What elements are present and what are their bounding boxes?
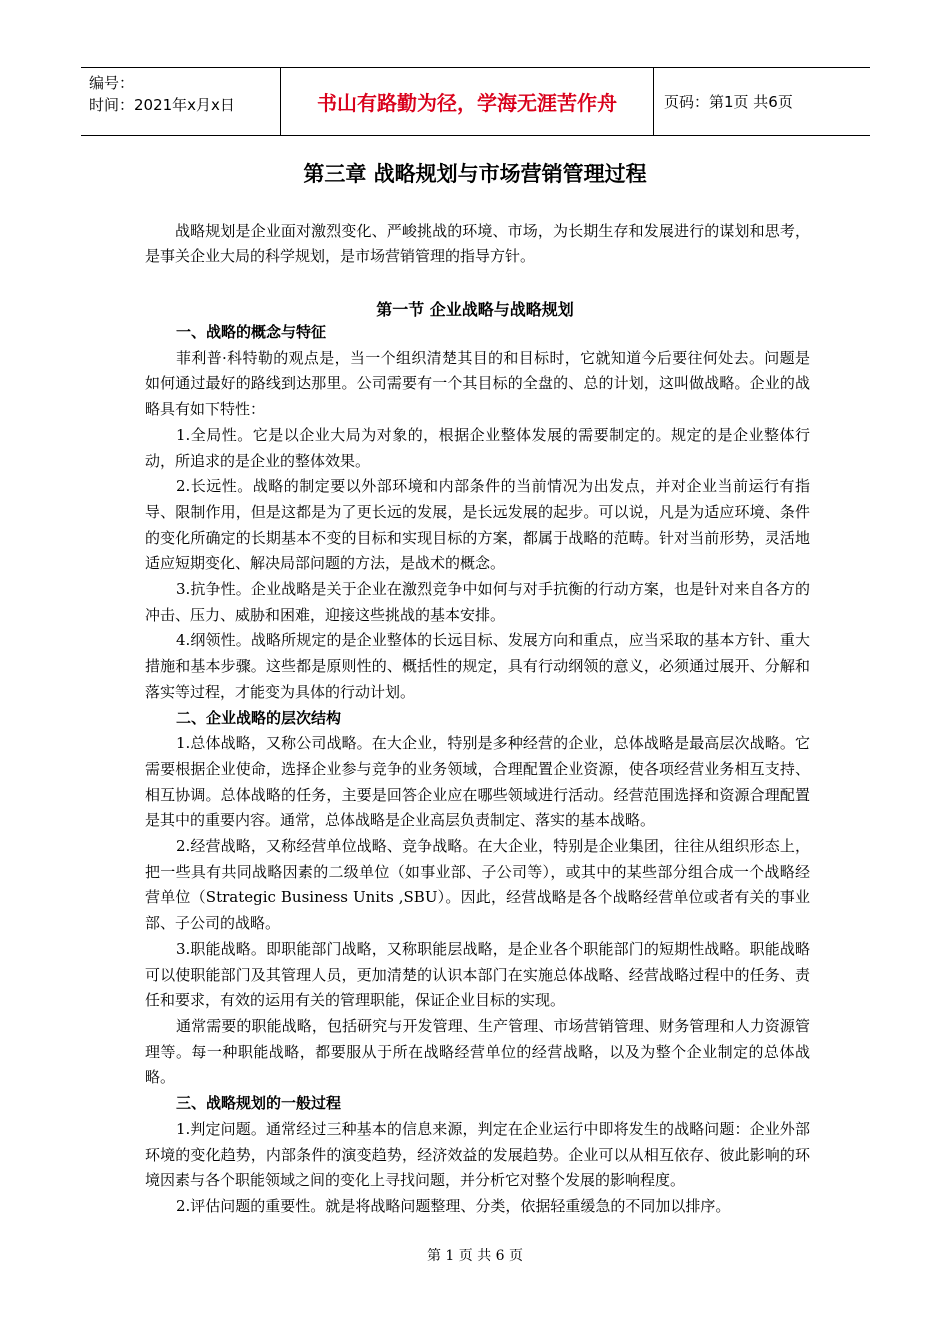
body-paragraph: 2.评估问题的重要性。就是将战略问题整理、分类，依据轻重缓急的不同加以排序。 (176, 1196, 731, 1215)
body-paragraph: 3.抗争性。企业战略是关于企业在激烈竞争中如何与对手抗衡的行动方案，也是针对来自各方的冲击、压力、威胁和困难，迎接这些挑战的基本安排。 (145, 580, 810, 624)
body-paragraph: 2.经营战略，又称经营单位战略、竞争战略。在大企业，特别是企业集团，往往从组织形态上，把一些具有共同战略因素的二级单位（如事业部、子公司等），或其中的某些部分组合成一个战略经营单位（Strategic Business Units ,SBU）。因此，经营战略是各个战略经营单位或者有关的事业部、子公司的战略。 (145, 837, 810, 933)
intro-paragraph: 战略规划是企业面对激烈变化、严峻挑战的环境、市场，为长期生存和发展进行的谋划和思考，是事关企业大局的科学规划，是市场营销管理的指导方针。 (145, 222, 810, 265)
page-footer: 第 1 页 共 6 页 (426, 1248, 524, 1264)
section-title: 第一节 企业战略与战略规划 (376, 300, 574, 319)
time-label: 时间：2021年x月x日 (89, 96, 235, 114)
body-paragraph: 菲利普·科特勒的观点是，当一个组织清楚其目的和目标时，它就知道今后要往何处去。问题是如何通过最好的路线到达那里。公司需要有一个其目标的全盘的、总的计划，这叫做战略。企业的战略具有如下特性： (145, 348, 810, 419)
document-body (145, 320, 810, 1220)
body-paragraph: 通常需要的职能战略，包括研究与开发管理、生产管理、市场营销管理、财务管理和人力资源管理等。每一种职能战略，都要服从于所在战略经营单位的经营战略，以及为整个企业制定的总体战略。 (145, 1016, 810, 1087)
body-paragraph: 4.纲领性。战略所规定的是企业整体的长远目标、发展方向和重点，应当采取的基本方针、重大措施和基本步骤。这些都是原则性的、概括性的规定，具有行动纲领的意义，必须通过展开、分解和落实等过程，才能变为具体的行动计划。 (145, 631, 810, 701)
page-header (81, 67, 870, 136)
body-paragraph: 2.长远性。战略的制定要以外部环境和内部条件的当前情况为出发点，并对企业当前运行有指导、限制作用，但是这都是为了更长远的发展，是长远发展的起步。可以说，凡是为适应环境、条件的变化所确定的长期基本不变的目标和实现目标的方案，都属于战略的范畴。针对当前形势，灵活地适应短期变化、解决局部问题的方法，是战术的概念。 (145, 477, 810, 573)
subsection-heading: 一、战略的概念与特征 (176, 323, 327, 341)
body-paragraph: 3.职能战略。即职能部门战略，又称职能层战略，是企业各个职能部门的短期性战略。职能战略可以使职能部门及其管理人员，更加清楚的认识本部门在实施总体战略、经营战略过程中的任务、责任和要求，有效的运用有关的管理职能，保证企业目标的实现。 (145, 939, 810, 1010)
serial-label: 编号： (89, 74, 135, 92)
body-paragraph: 1.总体战略，又称公司战略。在大企业，特别是多种经营的企业，总体战略是最高层次战略。它需要根据企业使命，选择企业参与竞争的业务领域，合理配置企业资源，使各项经营业务相互支持、相互协调。总体战略的任务，主要是回答企业应在哪些领域进行活动。经营范围选择和资源合理配置是其中的重要内容。通常，总体战略是企业高层负责制定、落实的基本战略。 (145, 734, 810, 830)
header-meta (81, 68, 281, 135)
subsection-heading: 二、企业战略的层次结构 (176, 708, 342, 727)
subsection-heading: 三、战略规划的一般过程 (176, 1094, 342, 1113)
chapter-title: 第三章 战略规划与市场营销管理过程 (303, 162, 647, 186)
body-paragraph: 1.判定问题。通常经过三种基本的信息来源，判定在企业运行中即将发生的战略问题：企业外部环境的变化趋势，内部条件的演变趋势，经济效益的发展趋势。企业可以从相互依存、彼此影响的环境因素与各个职能领域之间的变化上寻找问题，并分析它对整个发展的影响程度。 (145, 1119, 810, 1190)
body-paragraph: 1.全局性。它是以企业大局为对象的，根据企业整体发展的需要制定的。规定的是企业整体行动，所追求的是企业的整体效果。 (145, 425, 810, 470)
header-page-info: 页码：第1页 共6页 (664, 93, 793, 111)
header-motto: 书山有路勤为径，学海无涯苦作舟 (281, 68, 654, 135)
